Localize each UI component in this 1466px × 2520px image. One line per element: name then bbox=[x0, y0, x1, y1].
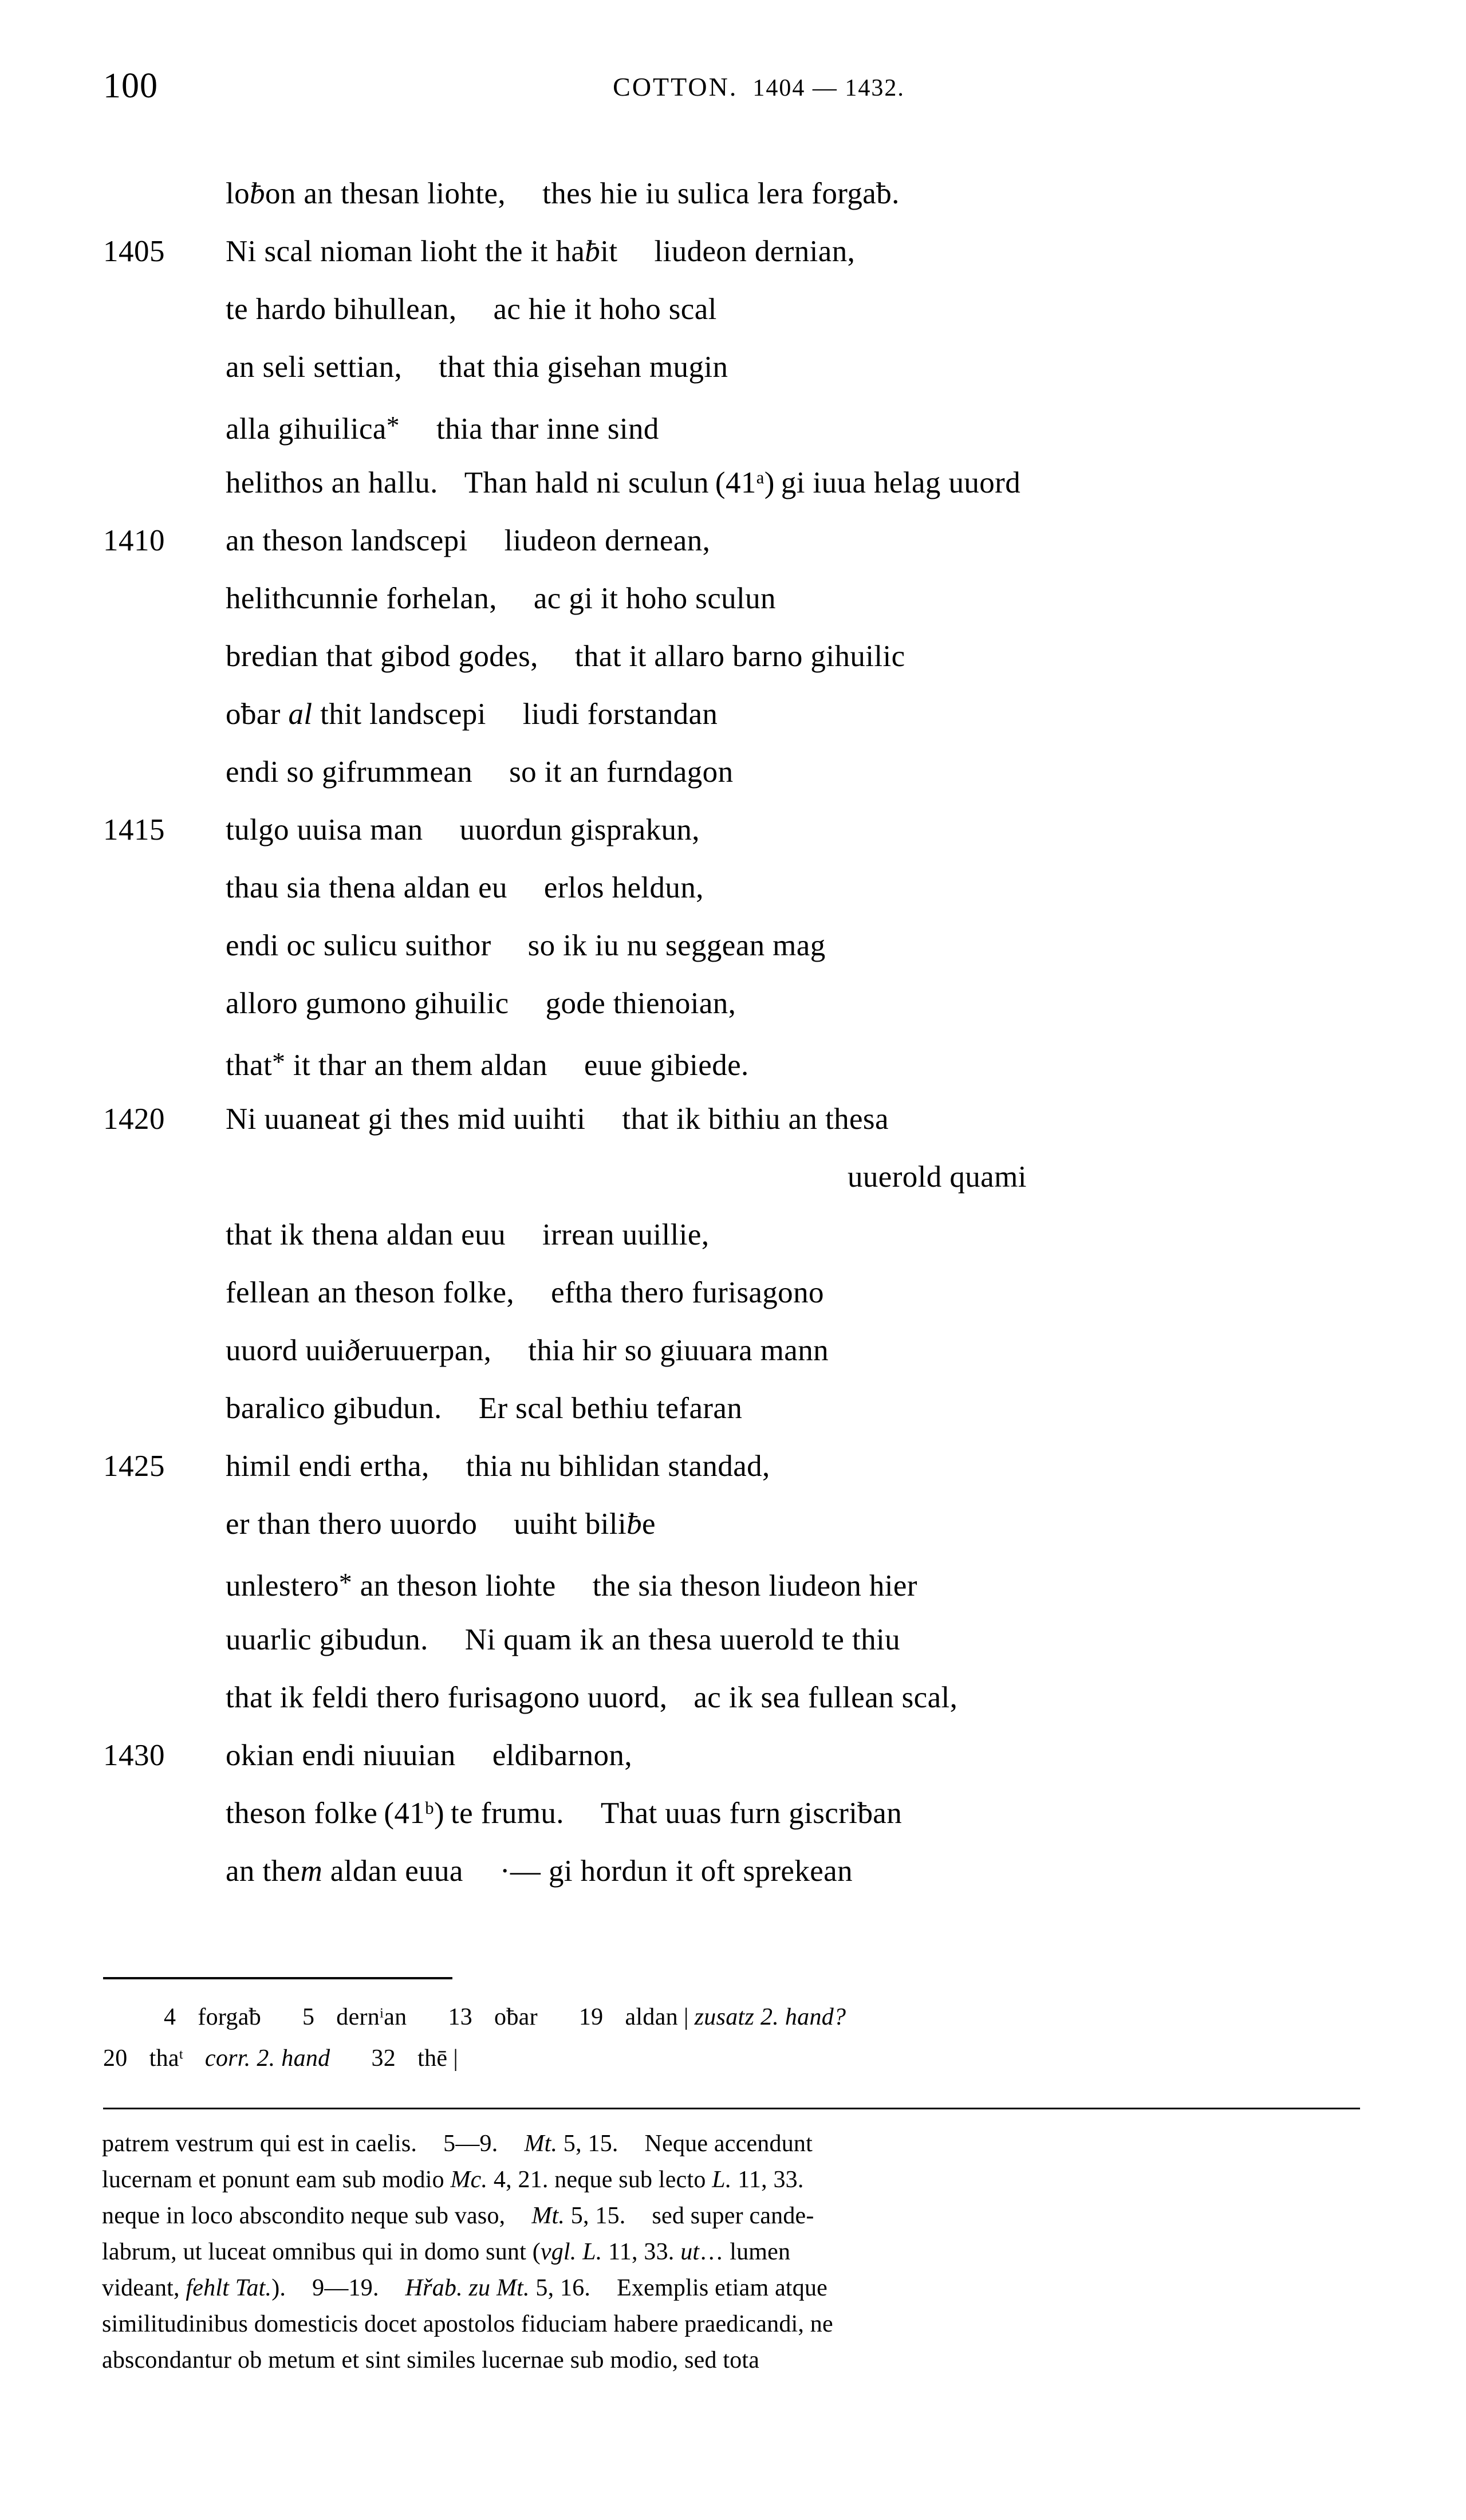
verse-text: theson folke (41$^b$) te frumu. That uuas furn giscriƀan bbox=[226, 1797, 903, 1830]
verse-line bbox=[0, 1611, 1466, 1669]
verse-text: unlestero* an theson liohte the sia theson liudeon hier bbox=[226, 1568, 917, 1603]
running-title-work: COTTON. bbox=[613, 72, 738, 101]
apparatus-ref: 13 bbox=[448, 2004, 473, 2030]
verse-line bbox=[0, 1148, 1466, 1206]
verse-number: 1415 bbox=[103, 813, 165, 846]
verse-text: tulgo uuisa man uuordun gisprakun, bbox=[226, 813, 700, 846]
verse-line bbox=[0, 743, 1466, 801]
apparatus-divider-rule bbox=[103, 1977, 452, 1979]
verse-block bbox=[0, 165, 1466, 1900]
apparatus-reading: thē bbox=[417, 2045, 448, 2072]
verse-text: te hardo bihullean, ac hie it hoho scal bbox=[226, 293, 717, 326]
verse-line bbox=[0, 223, 1466, 281]
verse-text: endi so gifrummean so it an furndagon bbox=[226, 755, 734, 789]
verse-number: 1410 bbox=[103, 524, 165, 557]
verse-line bbox=[0, 1264, 1466, 1322]
verse-line bbox=[0, 1495, 1466, 1553]
verse-text: alloro gumono gihuilic gode thienoian, bbox=[226, 987, 736, 1020]
apparatus-ref: 4 bbox=[164, 2004, 176, 2030]
commentary-divider-rule bbox=[103, 2108, 1360, 2109]
verse-number: 1420 bbox=[103, 1102, 165, 1136]
apparatus-ref: 5 bbox=[302, 2004, 315, 2030]
verse-number: 1405 bbox=[103, 235, 165, 268]
verse-text: baralico gibudun. Er scal bethiu tefaran bbox=[226, 1392, 743, 1425]
verse-text: endi oc sulicu suithor so ik iu nu seggean mag bbox=[226, 929, 826, 962]
verse-line bbox=[0, 917, 1466, 975]
verse-text: loƀon an thesan liohte, thes hie iu sulica lera forgaƀ. bbox=[226, 177, 900, 210]
page-header bbox=[0, 64, 1466, 110]
verse-text: that ik feldi thero furisagono uuord, ac ik sea fullean scal, bbox=[226, 1681, 958, 1714]
verse-number: 1425 bbox=[103, 1450, 165, 1483]
verse-line bbox=[0, 570, 1466, 628]
verse-text: helithos an hallu. Than hald ni sculun (41$^a$) gi iuua helag uuord bbox=[226, 466, 1021, 499]
running-title-range: 1404 — 1432. bbox=[752, 75, 905, 101]
commentary-line: videant, fehlt Tat.). 9—19. Hřab. zu Mt. 5, 16. Exemplis etiam atque bbox=[102, 2275, 828, 2301]
commentary-paragraph bbox=[102, 2126, 1370, 2379]
apparatus-line bbox=[103, 1997, 1374, 2038]
verse-line bbox=[0, 1727, 1466, 1785]
verse-line bbox=[0, 628, 1466, 686]
verse-text: alla gihuilica* thia thar inne sind bbox=[226, 411, 659, 446]
commentary-line: patrem vestrum qui est in caelis. 5—9. Mt. 5, 15. Neque accendunt bbox=[102, 2131, 813, 2157]
apparatus-separator: | bbox=[683, 2004, 689, 2030]
verse-text: bredian that gibod godes, that it allaro barno gihuilic bbox=[226, 640, 905, 673]
verse-text: an theson landscepi liudeon dernean, bbox=[226, 524, 711, 557]
verse-line bbox=[0, 1322, 1466, 1380]
verse-text: uuord uuiðeruuerpan, thia hir so giuuara mann bbox=[226, 1334, 829, 1367]
verse-text: oƀar al thit landscepi liudi forstandan bbox=[226, 698, 718, 731]
apparatus-ref: 20 bbox=[103, 2045, 128, 2072]
commentary-line: labrum, ut luceat omnibus qui in domo sunt (vgl. L. 11, 33. ut… lumen bbox=[102, 2239, 791, 2265]
verse-line bbox=[0, 1553, 1466, 1611]
page-number: 100 bbox=[103, 66, 158, 105]
verse-text: okian endi niuuian eldibarnon, bbox=[226, 1739, 632, 1772]
verse-text: thau sia thena aldan eu erlos heldun, bbox=[226, 871, 704, 904]
verse-text: that* it thar an them aldan euue gibiede. bbox=[226, 1047, 749, 1082]
verse-line bbox=[0, 338, 1466, 396]
verse-line bbox=[0, 454, 1466, 512]
verse-line bbox=[0, 1380, 1466, 1438]
verse-text-continuation: uuerold quami bbox=[848, 1160, 1027, 1194]
verse-line bbox=[0, 859, 1466, 917]
verse-line bbox=[0, 801, 1466, 859]
verse-number: 1430 bbox=[103, 1739, 165, 1772]
apparatus-separator: | bbox=[453, 2045, 459, 2072]
verse-text: an seli settian, that thia gisehan mugin bbox=[226, 351, 728, 384]
apparatus-reading: dern$^i$an bbox=[336, 2004, 407, 2030]
verse-text: uuarlic gibudun. Ni quam ik an thesa uuerold te thiu bbox=[226, 1623, 901, 1656]
running-title bbox=[0, 70, 1466, 105]
apparatus-note: corr. 2. hand bbox=[204, 2045, 330, 2072]
verse-line bbox=[0, 512, 1466, 570]
apparatus-superscript: t bbox=[179, 2046, 183, 2062]
apparatus-reading: forgaƀ bbox=[198, 2004, 261, 2030]
verse-line bbox=[0, 1206, 1466, 1264]
apparatus-ref: 19 bbox=[578, 2004, 604, 2030]
verse-line bbox=[0, 1669, 1466, 1727]
verse-line bbox=[0, 1438, 1466, 1495]
apparatus-reading: oƀar bbox=[494, 2004, 538, 2030]
verse-text: er than thero uuordo uuiht biliƀe bbox=[226, 1507, 656, 1541]
verse-text: that ik thena aldan euu irrean uuillie, bbox=[226, 1218, 710, 1251]
verse-text: helithcunnie forhelan, ac gi it hoho sculun bbox=[226, 582, 776, 615]
verse-line bbox=[0, 975, 1466, 1033]
verse-text: an them aldan euua ·— gi hordun it oft sprekean bbox=[226, 1854, 853, 1888]
verse-line bbox=[0, 396, 1466, 454]
verse-line bbox=[0, 1090, 1466, 1148]
verse-text: Ni uuaneat gi thes mid uuihti that ik bithiu an thesa bbox=[226, 1102, 889, 1136]
apparatus-reading: aldan bbox=[625, 2004, 678, 2030]
verse-line bbox=[0, 165, 1466, 223]
commentary-block bbox=[102, 2126, 1370, 2379]
verse-text: fellean an theson folke, eftha thero furisagono bbox=[226, 1276, 824, 1309]
verse-line bbox=[0, 686, 1466, 743]
apparatus-note: zusatz 2. hand? bbox=[694, 2004, 846, 2030]
apparatus-ref: 32 bbox=[371, 2045, 396, 2072]
verse-line bbox=[0, 1785, 1466, 1842]
verse-line bbox=[0, 1033, 1466, 1090]
apparatus-line bbox=[103, 2038, 1374, 2079]
commentary-line: similitudinibus domesticis docet apostolos fiduciam habere praedicandi, ne bbox=[102, 2311, 833, 2337]
apparatus-block bbox=[103, 1997, 1374, 2079]
commentary-line: neque in loco abscondito neque sub vaso, Mt. 5, 15. sed super cande- bbox=[102, 2203, 814, 2229]
verse-text: himil endi ertha, thia nu bihlidan standad, bbox=[226, 1450, 770, 1483]
commentary-line: abscondantur ob metum et sint similes lucernae sub modio, sed tota bbox=[102, 2347, 760, 2373]
verse-line bbox=[0, 281, 1466, 338]
commentary-line: lucernam et ponunt eam sub modio Mc. 4, 21. neque sub lecto L. 11, 33. bbox=[102, 2167, 804, 2193]
apparatus-superscript: i bbox=[380, 2005, 384, 2021]
verse-line bbox=[0, 1842, 1466, 1900]
verse-text: Ni scal nioman lioht the it haƀit liudeon dernian, bbox=[226, 235, 856, 268]
apparatus-reading: tha$^t$ bbox=[149, 2045, 183, 2072]
